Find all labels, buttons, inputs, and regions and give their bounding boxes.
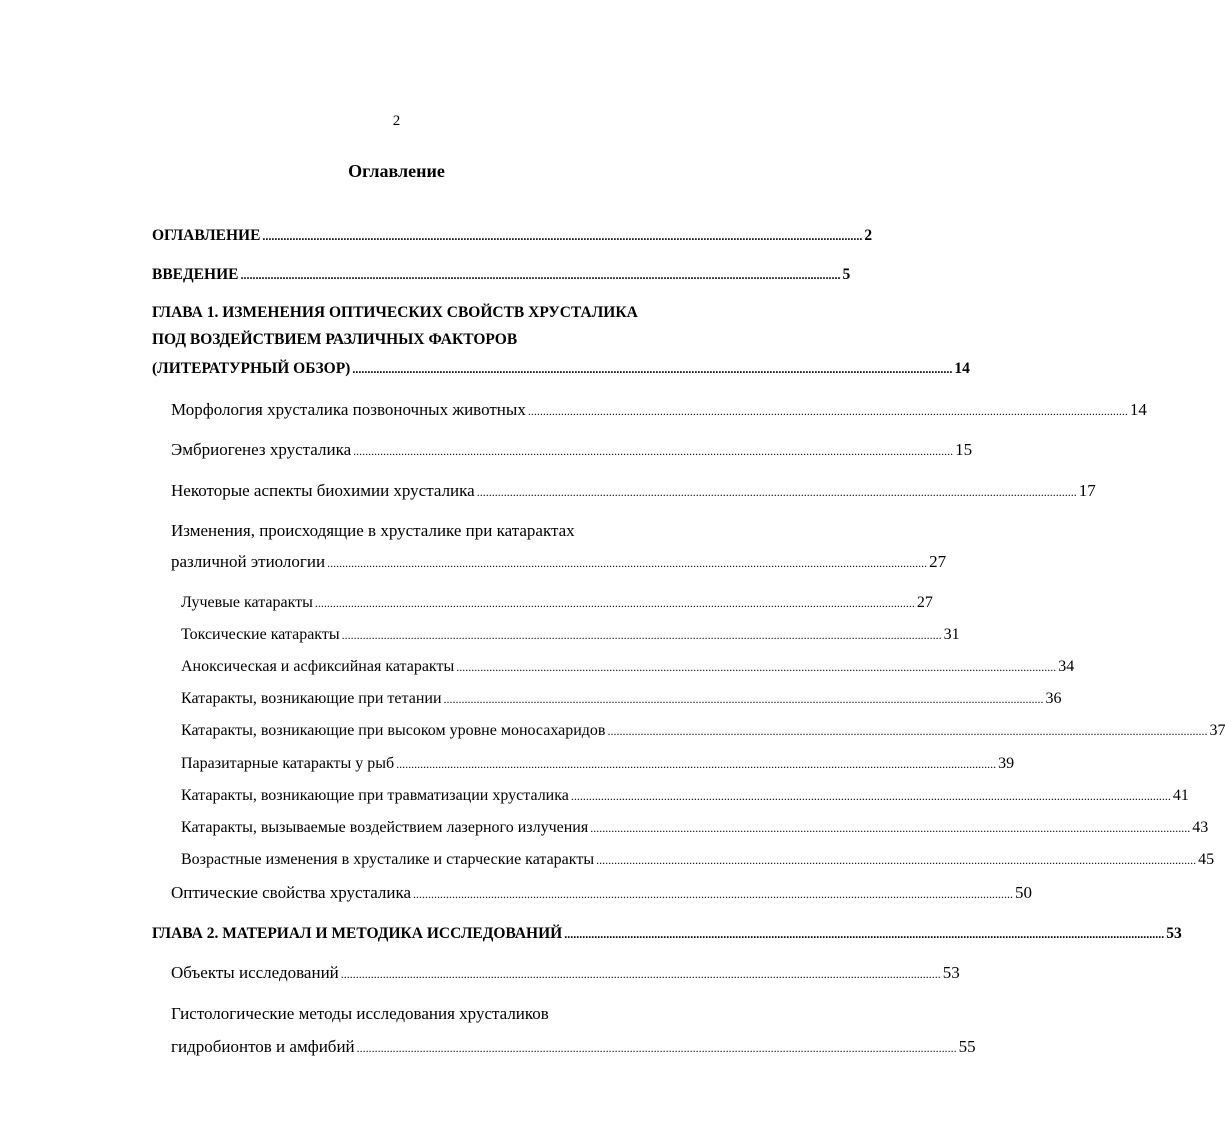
toc-entry-label: Катаракты, возникающие при травматизации хрусталика (181, 787, 569, 804)
dot-leader: ........................................................................................................................................................................................................ (570, 789, 1171, 803)
toc-title: Оглавление (348, 161, 445, 181)
toc-entry-page: 14 (954, 360, 970, 377)
dot-leader: ........................................................................................................................................................................................................ (527, 404, 1128, 418)
toc-entry-senile-cataracts[interactable] (181, 846, 1215, 874)
toc-entry-label: Морфология хрусталика позвоночных животных (171, 400, 526, 419)
toc-entry-label: Лучевые катаракты (181, 594, 313, 611)
toc-entry-page: 15 (955, 440, 973, 459)
toc-entry-contents[interactable] (152, 222, 873, 250)
toc-entry-cataract-changes-line1: Изменения, происходящие в хрусталике при катарактах (171, 521, 575, 540)
toc-entry-tetany-cataracts[interactable] (181, 685, 1062, 713)
toc-entry-biochemistry[interactable] (171, 477, 1096, 506)
toc-entry-label: ВВЕДЕНИЕ (152, 266, 239, 283)
toc-entry-chapter1-line1: ГЛАВА 1. ИЗМЕНЕНИЯ ОПТИЧЕСКИХ СВОЙСТВ ХРУСТАЛИКА (152, 304, 638, 321)
dot-leader: ........................................................................................................................................................................................................ (352, 362, 953, 376)
dot-leader: ........................................................................................................................................................................................................ (590, 821, 1191, 835)
dot-leader: ........................................................................................................................................................................................................ (596, 853, 1197, 867)
toc-entry-radiation-cataracts[interactable] (181, 589, 933, 617)
toc-entry-page: 27 (916, 594, 933, 611)
dot-leader: ........................................................................................................................................................................................................ (353, 444, 954, 458)
toc-entry-toxic-cataracts[interactable] (181, 621, 960, 649)
toc-entry-page: 34 (1058, 658, 1075, 675)
dot-leader: ........................................................................................................................................................................................................ (413, 887, 1014, 901)
toc-entry-label: Катаракты, возникающие при тетании (181, 690, 442, 707)
toc-entry-label: ОГЛАВЛЕНИЕ (152, 227, 261, 244)
dot-leader: ........................................................................................................................................................................................................ (262, 229, 863, 243)
toc-entry-parasitic-cataracts[interactable] (181, 750, 1015, 778)
toc-entry-label: Оптические свойства хрусталика (171, 883, 412, 902)
dot-leader: ........................................................................................................................................................................................................ (456, 660, 1057, 674)
toc-entry-page: 2 (864, 227, 873, 244)
toc-entry-histology-line1: Гистологические методы исследования хрусталиков (171, 1004, 549, 1023)
dot-leader: ........................................................................................................................................................................................................ (341, 628, 942, 642)
dot-leader: ........................................................................................................................................................................................................ (327, 556, 928, 570)
toc-entry-laser-cataracts[interactable] (181, 814, 1209, 842)
toc-entry-page: 50 (1015, 883, 1033, 902)
toc-entry-page: 45 (1198, 851, 1215, 868)
toc-entry-chapter2[interactable] (152, 920, 1182, 948)
toc-entry-label: Аноксическая и асфиксийная катаракты (181, 658, 455, 675)
dot-leader: ........................................................................................................................................................................................................ (356, 1041, 957, 1055)
toc-entry-page: 5 (842, 266, 851, 283)
toc-entry-chapter1[interactable] (152, 355, 970, 383)
toc-entry-optical-properties[interactable] (171, 879, 1033, 908)
toc-entry-embryogenesis[interactable] (171, 436, 973, 465)
toc-entry-cataract-changes[interactable] (171, 548, 947, 577)
toc-entry-label: ГЛАВА 2. МАТЕРИАЛ И МЕТОДИКА ИССЛЕДОВАНИЙ (152, 925, 563, 942)
dot-leader: ........................................................................................................................................................................................................ (607, 724, 1208, 738)
dot-leader: ........................................................................................................................................................................................................ (476, 485, 1077, 499)
toc-entry-research-objects[interactable] (171, 959, 960, 988)
toc-entry-label: Возрастные изменения в хрусталике и старческие катаракты (181, 851, 595, 868)
toc-entry-chapter1-line2: ПОД ВОЗДЕЙСТВИЕМ РАЗЛИЧНЫХ ФАКТОРОВ (152, 331, 518, 348)
toc-entry-label: гидробионтов и амфибий (171, 1037, 355, 1056)
toc-entry-label: Токсические катаракты (181, 626, 340, 643)
toc-entry-page: 41 (1172, 787, 1189, 804)
toc-entry-introduction[interactable] (152, 261, 851, 289)
toc-entry-page: 53 (942, 963, 960, 982)
toc-entry-page: 39 (998, 755, 1015, 772)
toc-entry-histology[interactable] (171, 1033, 976, 1062)
toc-entry-morphology[interactable] (171, 396, 1147, 425)
toc-entry-page: 53 (1166, 925, 1182, 942)
dot-leader: ........................................................................................................................................................................................................ (314, 596, 915, 610)
toc-entry-label: различной этиологии (171, 552, 326, 571)
dot-leader: ........................................................................................................................................................................................................ (340, 967, 941, 981)
toc-entry-label: Катаракты, возникающие при высоком уровне моносахаридов (181, 722, 606, 739)
toc-entry-page: 55 (958, 1037, 976, 1056)
toc-entry-page: 27 (929, 552, 947, 571)
dot-leader: ........................................................................................................................................................................................................ (564, 927, 1165, 941)
toc-entry-label: Некоторые аспекты биохимии хрусталика (171, 481, 475, 500)
toc-entry-page: 36 (1045, 690, 1062, 707)
toc-entry-page: 37 (1209, 722, 1225, 739)
dot-leader: ........................................................................................................................................................................................................ (443, 692, 1044, 706)
toc-entry-page: 43 (1192, 819, 1209, 836)
toc-entry-page: 17 (1078, 481, 1096, 500)
page-number: 2 (392, 113, 401, 129)
toc-entry-label: Объекты исследований (171, 963, 339, 982)
toc-entry-label: (ЛИТЕРАТУРНЫЙ ОБЗОР) (152, 360, 351, 377)
toc-entry-page: 14 (1129, 400, 1147, 419)
toc-entry-label: Паразитарные катаракты у рыб (181, 755, 395, 772)
toc-entry-label: Катаракты, вызываемые воздействием лазерного излучения (181, 819, 589, 836)
toc-entry-page: 31 (943, 626, 960, 643)
toc-entry-anoxic-cataracts[interactable] (181, 653, 1075, 681)
toc-entry-monosaccharide-cataracts[interactable] (181, 717, 1225, 745)
toc-entry-label: Эмбриогенез хрусталика (171, 440, 352, 459)
dot-leader: ........................................................................................................................................................................................................ (396, 757, 997, 771)
toc-entry-trauma-cataracts[interactable] (181, 782, 1189, 810)
dot-leader: ........................................................................................................................................................................................................ (240, 268, 841, 282)
